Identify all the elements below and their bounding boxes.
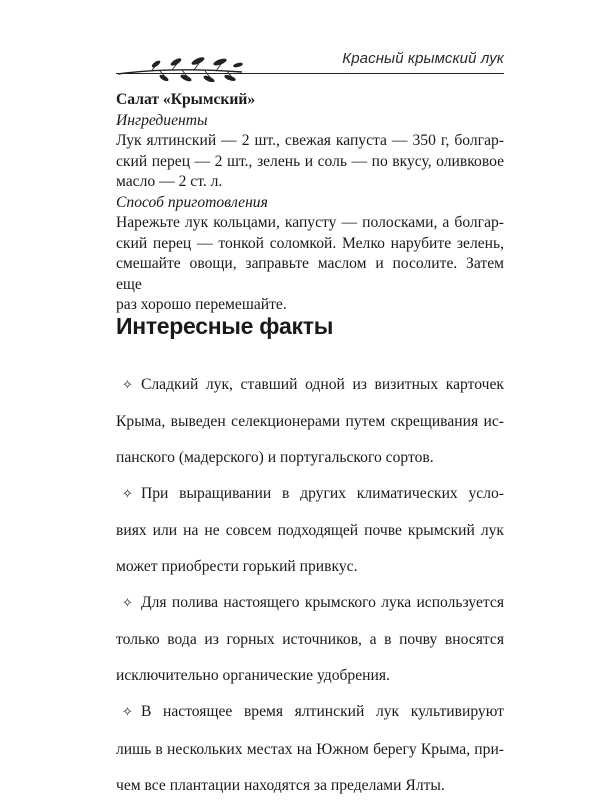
header-rule: [116, 73, 504, 74]
fact-line: виях или на не совсем подходящей почве крымский лук: [116, 521, 504, 539]
fact-item: [116, 702, 504, 796]
method-line: смешайте овощи, заправьте маслом и посолите. Затем еще: [116, 255, 504, 293]
fact-line: Сладкий лук, ставший одной из визитных карточек: [141, 375, 504, 393]
running-header: [116, 42, 504, 82]
fact-item: [116, 484, 504, 578]
leaf-vine-ornament-icon: [116, 52, 244, 82]
facts-list: [116, 359, 504, 812]
fact-line: Крыма, выведен селекционерами путем скрещивания ис-: [116, 412, 504, 430]
fact-line: исключительно органические удобрения.: [116, 667, 390, 685]
fact-line: может приобрести горький привкус.: [116, 558, 358, 576]
fact-item: [116, 593, 504, 687]
fact-line: чем все плантации находятся за пределами Ялты.: [116, 776, 445, 794]
method-line: раз хорошо перемешайте.: [116, 296, 287, 313]
recipe-block: [116, 90, 504, 316]
ingredients-line: ский перец — 2 шт., зелень и соль — по вкусу, оливковое: [116, 152, 504, 170]
fact-line: При выращивании в других климатических усло-: [141, 484, 504, 502]
fact-item: [116, 375, 504, 469]
section-heading: Интересные факты: [116, 313, 334, 339]
sparkle-bullet-icon: ✧: [122, 486, 133, 502]
sparkle-bullet-icon: ✧: [122, 596, 133, 612]
sparkle-bullet-icon: ✧: [122, 377, 133, 393]
fact-line: только вода из горных источников, а в почву вносятся: [116, 631, 504, 649]
ingredients-line: масло — 2 ст. л.: [116, 173, 223, 190]
ingredients-line: Лук ялтинский — 2 шт., свежая капуста — 350 г, болгар-: [116, 132, 504, 149]
fact-line: панского (мадерского) и португальского сортов.: [116, 448, 434, 466]
fact-line: В настоящее время ялтинский лук культивируют: [141, 703, 504, 721]
method-line: ский перец — тонкой соломкой. Мелко нарубите зелень,: [116, 234, 504, 252]
recipe-title: Салат «Крымский»: [116, 91, 256, 108]
running-title: Красный крымский лук: [342, 50, 504, 67]
method-heading: Способ приготовления: [116, 193, 268, 211]
fact-line: лишь в нескольких местах на Южном берегу Крыма, при-: [116, 740, 504, 758]
method-line: Нарежьте лук кольцами, капусту — полосками, а болгар-: [116, 214, 504, 231]
sparkle-bullet-icon: ✧: [122, 705, 133, 721]
ingredients-heading: Ингредиенты: [116, 111, 208, 129]
fact-line: Для полива настоящего крымского лука используется: [141, 594, 504, 612]
